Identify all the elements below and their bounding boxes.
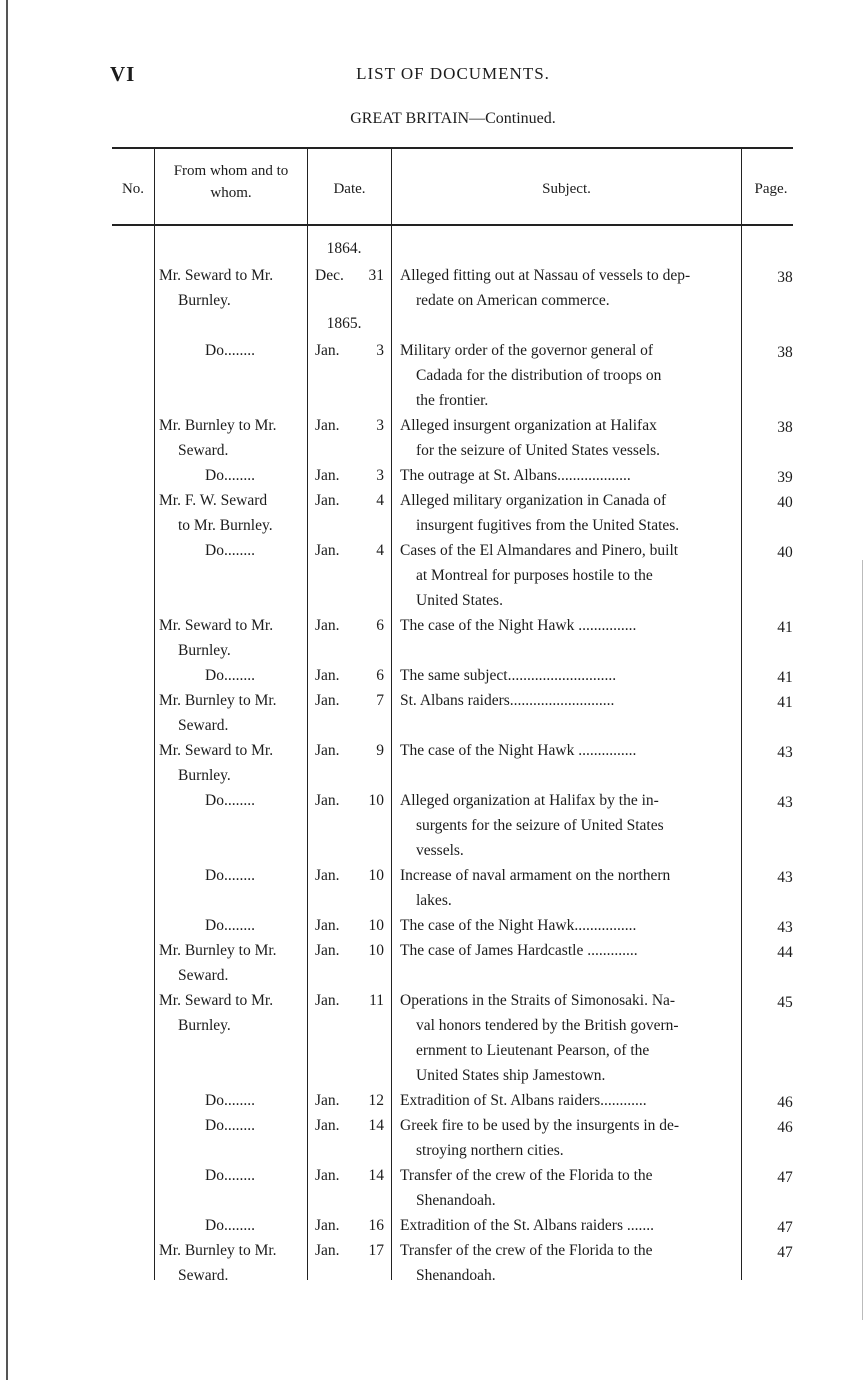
cell-from [159,988,302,1038]
cell-date-month: Jan. [315,1167,340,1184]
cell-date-day: 4 [376,542,384,559]
cell-page: 40 [777,494,793,511]
cell-from [159,688,302,738]
cell-page: 38 [777,269,793,286]
cell-from-line: Do........ [205,542,255,559]
cell-from-line: Do........ [205,792,255,809]
cell-subject [400,1213,732,1238]
cell-subject-line: Extradition of the St. Albans raiders ....... [400,1217,654,1234]
cell-subject-line: The same subject............................ [400,667,617,684]
cell-date-month: Jan. [315,342,340,359]
cell-subject [400,613,732,638]
cell-date-day: 10 [368,867,384,884]
cell-from-line: Mr. Burnley to Mr. [159,942,277,959]
cell-from-line: Do........ [205,1167,255,1184]
running-title: LIST OF DOCUMENTS. [356,64,550,83]
cell-page: 39 [777,469,793,486]
cell-date-day: 12 [368,1092,384,1109]
cell-subject [400,688,732,713]
cell-from-line: to Mr. Burnley. [178,517,273,534]
cell-subject [400,463,732,488]
cell-date [314,1238,384,1263]
cell-page: 41 [777,619,793,636]
cell-from-line: Mr. Burnley to Mr. [159,692,277,709]
cell-subject-line: Cadada for the distribution of troops on [416,367,662,384]
cell-subject [400,863,732,913]
cell-from [159,1213,302,1238]
cell-date-day: 3 [376,467,384,484]
cell-subject-line: redate on American commerce. [416,292,610,309]
cell-from [159,538,302,563]
year-marker-1864: 1864. [326,240,362,257]
col-header-page: Page. [754,181,788,197]
cell-from [159,338,302,363]
cell-date-day: 11 [369,992,384,1009]
cell-subject-line: ernment to Lieutenant Pearson, of the [416,1042,650,1059]
cell-from-line: Mr. F. W. Seward [159,492,268,509]
cell-from-line: Mr. Seward to Mr. [159,992,274,1009]
cell-subject-line: lakes. [416,892,452,909]
col-divider-date [391,147,392,1280]
cell-date-day: 6 [376,667,384,684]
cell-subject [400,1238,732,1288]
cell-subject-line: vessels. [416,842,464,859]
cell-from-line: Seward. [178,442,229,459]
cell-page: 41 [777,694,793,711]
cell-from-line: Seward. [178,1267,229,1284]
cell-subject-line: The case of James Hardcastle ............. [400,942,638,959]
cell-subject-line: for the seizure of United States vessels. [416,442,661,459]
cell-page: 46 [777,1094,793,1111]
cell-date-month: Jan. [315,467,340,484]
cell-date [314,863,384,888]
cell-date-day: 31 [368,267,384,284]
cell-subject-line: Operations in the Straits of Simonosaki. Na- [400,992,676,1009]
page-number: VI [110,62,136,86]
cell-from-line: Do........ [205,667,255,684]
cell-date-day: 14 [368,1117,384,1134]
cell-from [159,788,302,813]
cell-date-month: Jan. [315,1092,340,1109]
cell-date-month: Jan. [315,792,340,809]
cell-date-month: Jan. [315,1217,340,1234]
cell-subject-line: surgents for the seizure of United States [416,817,664,834]
cell-subject-line: Alleged military organization in Canada of [400,492,667,509]
cell-from [159,463,302,488]
cell-page: 43 [777,744,793,761]
cell-date [314,413,384,438]
cell-from [159,488,302,538]
cell-subject-line: at Montreal for purposes hostile to the [416,567,653,584]
cell-subject [400,338,732,413]
cell-date-month: Jan. [315,667,340,684]
cell-from [159,938,302,988]
cell-date-month: Jan. [315,1242,340,1259]
cell-date [314,988,384,1013]
cell-date-day: 6 [376,617,384,634]
cell-date-day: 14 [368,1167,384,1184]
cell-page: 43 [777,794,793,811]
cell-date [314,788,384,813]
cell-subject [400,663,732,688]
col-divider-no [154,147,155,1280]
cell-subject [400,788,732,863]
cell-subject [400,1088,732,1113]
cell-date-month: Jan. [315,417,340,434]
cell-subject-line: The case of the Night Hawk................ [400,917,637,934]
cell-from-line: Mr. Seward to Mr. [159,267,274,284]
cell-subject-line: Extradition of St. Albans raiders............ [400,1092,647,1109]
cell-from [159,1088,302,1113]
cell-date-day: 9 [376,742,384,759]
cell-subject [400,488,732,538]
cell-from-line: Do........ [205,1117,255,1134]
cell-from-line: Do........ [205,867,255,884]
cell-subject [400,913,732,938]
col-divider-subject [741,147,742,1280]
cell-from-line: Do........ [205,917,255,934]
cell-subject-line: Alleged organization at Halifax by the in- [400,792,659,809]
cell-page: 47 [777,1219,793,1236]
cell-from-line: Burnley. [178,767,231,784]
col-header-date: Date. [333,181,366,197]
cell-date-day: 3 [376,342,384,359]
cell-date [314,688,384,713]
page-binding-edge [6,0,8,1380]
cell-date [314,613,384,638]
col-header-from-line1: From whom and to [173,163,289,179]
col-header-from-line2: whom. [210,185,252,201]
cell-page: 41 [777,669,793,686]
cell-subject-line: Shenandoah. [416,1267,496,1284]
cell-page: 43 [777,869,793,886]
cell-subject-line: The outrage at St. Albans................... [400,467,631,484]
cell-from-line: Seward. [178,967,229,984]
cell-date [314,1088,384,1113]
cell-subject-line: Military order of the governor general of [400,342,654,359]
cell-from [159,738,302,788]
cell-subject [400,1113,732,1163]
cell-subject [400,938,732,963]
year-marker-1865: 1865. [326,315,362,332]
page-right-edge [862,560,863,1320]
col-header-from [155,160,307,204]
cell-date-month: Jan. [315,542,340,559]
cell-date [314,263,384,288]
cell-date-day: 16 [368,1217,384,1234]
cell-date-month: Jan. [315,617,340,634]
cell-date [314,488,384,513]
cell-from [159,663,302,688]
cell-page: 47 [777,1244,793,1261]
cell-page: 43 [777,919,793,936]
cell-subject-line: val honors tendered by the British govern- [416,1017,679,1034]
table-top-rule [112,147,793,149]
cell-from [159,263,302,313]
cell-from-line: Mr. Burnley to Mr. [159,417,277,434]
cell-from-line: Burnley. [178,292,231,309]
cell-subject [400,263,732,313]
cell-from [159,1163,302,1188]
cell-subject-line: Alleged fitting out at Nassau of vessels to dep- [400,267,691,284]
cell-date-month: Jan. [315,692,340,709]
cell-subject-line: Greek fire to be used by the insurgents in de- [400,1117,680,1134]
cell-from [159,1113,302,1138]
cell-subject [400,738,732,763]
cell-from-line: Mr. Seward to Mr. [159,617,274,634]
cell-page: 45 [777,994,793,1011]
cell-subject [400,1163,732,1213]
cell-date [314,738,384,763]
cell-date-day: 17 [368,1242,384,1259]
cell-subject-line: Alleged insurgent organization at Halifax [400,417,657,434]
cell-from-line: Burnley. [178,642,231,659]
cell-subject-line: The case of the Night Hawk ............... [400,617,637,634]
cell-date-day: 10 [368,792,384,809]
cell-date [314,913,384,938]
cell-from-line: Mr. Burnley to Mr. [159,1242,277,1259]
cell-from-line: Do........ [205,1092,255,1109]
cell-page: 47 [777,1169,793,1186]
cell-subject-line: Cases of the El Almandares and Pinero, built [400,542,679,559]
cell-from [159,913,302,938]
cell-from-line: Do........ [205,467,255,484]
cell-subject-line: United States ship Jamestown. [416,1067,606,1084]
cell-from-line: Mr. Seward to Mr. [159,742,274,759]
cell-from-line: Do........ [205,342,255,359]
cell-date-day: 4 [376,492,384,509]
col-header-subject: Subject. [542,181,591,197]
cell-from [159,413,302,463]
cell-page: 44 [777,944,793,961]
cell-from [159,1238,302,1288]
cell-subject [400,988,732,1088]
cell-date-day: 3 [376,417,384,434]
cell-subject-line: Shenandoah. [416,1192,496,1209]
cell-date [314,938,384,963]
cell-date-month: Jan. [315,942,340,959]
cell-date [314,463,384,488]
cell-from [159,863,302,888]
col-header-no: No. [121,181,145,197]
cell-from-line: Do........ [205,1217,255,1234]
cell-date-month: Jan. [315,1117,340,1134]
cell-date-day: 7 [376,692,384,709]
cell-date [314,538,384,563]
cell-date-month: Jan. [315,867,340,884]
cell-date [314,338,384,363]
cell-subject-line: the frontier. [416,392,489,409]
col-divider-from [307,147,308,1280]
cell-page: 38 [777,419,793,436]
cell-date-day: 10 [368,942,384,959]
cell-page: 40 [777,544,793,561]
cell-date-month: Jan. [315,492,340,509]
cell-date-month: Jan. [315,992,340,1009]
cell-from-line: Burnley. [178,1017,231,1034]
cell-date [314,1113,384,1138]
table-header-rule [112,224,793,226]
cell-subject-line: Transfer of the crew of the Florida to the [400,1242,653,1259]
cell-date-month: Jan. [315,742,340,759]
cell-page: 46 [777,1119,793,1136]
cell-subject-line: St. Albans raiders........................... [400,692,615,709]
cell-date-day: 10 [368,917,384,934]
cell-subject-line: insurgent fugitives from the United States. [416,517,680,534]
cell-subject [400,538,732,613]
cell-page: 38 [777,344,793,361]
cell-subject-line: stroying northern cities. [416,1142,564,1159]
cell-subject-line: Increase of naval armament on the northern [400,867,671,884]
cell-date-month: Dec. [315,267,344,284]
cell-from-line: Seward. [178,717,229,734]
section-title: GREAT BRITAIN—Continued. [350,110,556,127]
cell-subject-line: The case of the Night Hawk ............... [400,742,637,759]
cell-date [314,1213,384,1238]
cell-date-month: Jan. [315,917,340,934]
cell-date [314,1163,384,1188]
cell-subject-line: Transfer of the crew of the Florida to the [400,1167,653,1184]
cell-from [159,613,302,663]
cell-subject-line: United States. [416,592,503,609]
cell-date [314,663,384,688]
cell-subject [400,413,732,463]
